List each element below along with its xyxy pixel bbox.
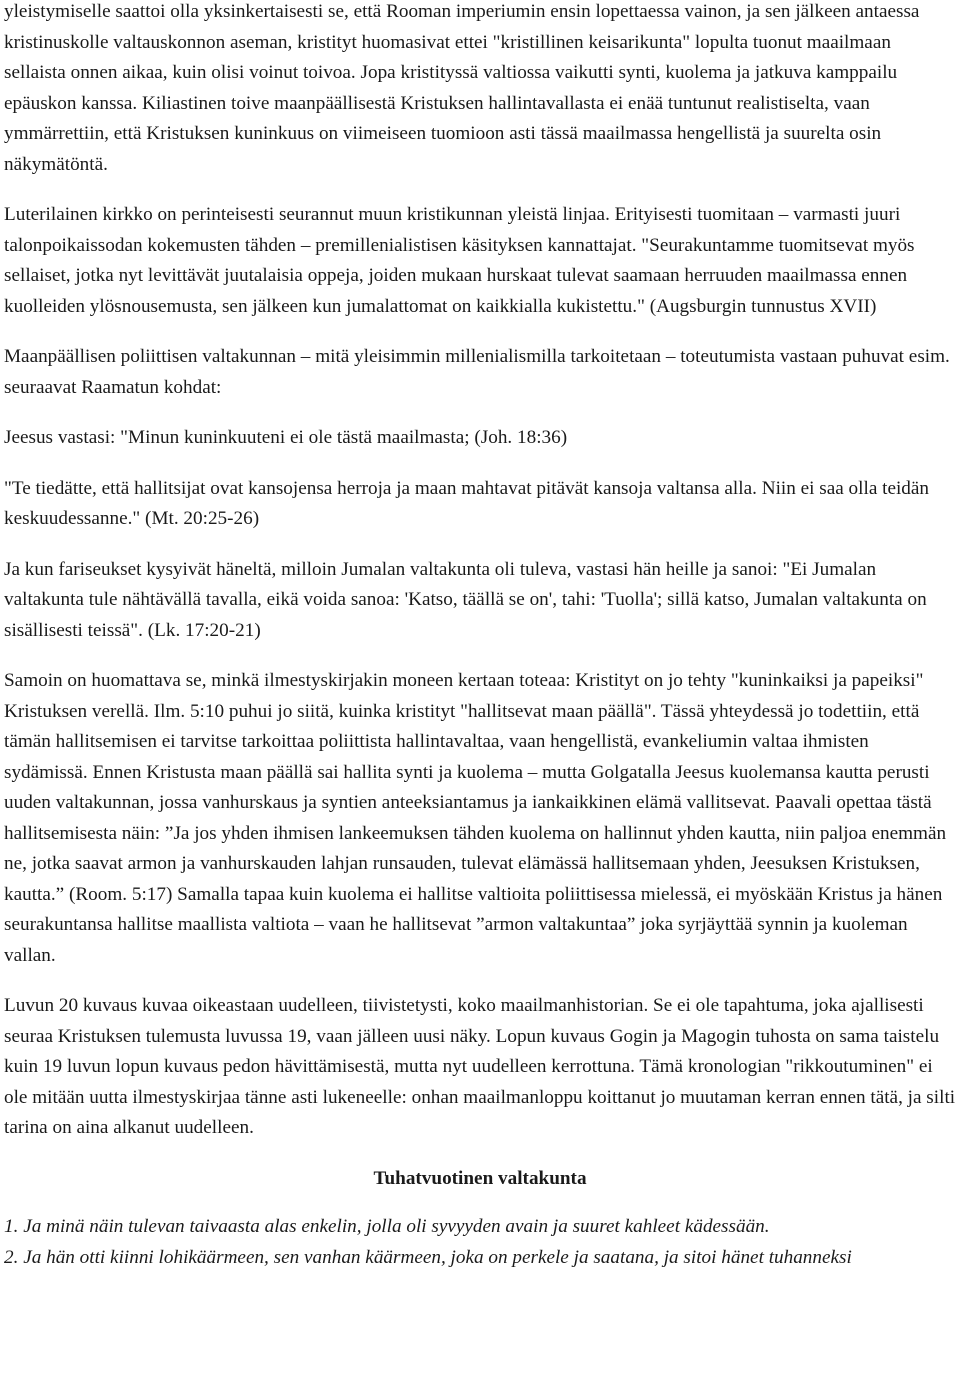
section-heading: Tuhatvuotinen valtakunta [373,1167,587,1189]
paragraph-bible-intro: Maanpäällisen poliittisen valtakunnan – mitä yleisimmin millenialismilla tarkoitetaan – toteutumista vastaan puhuvat esim. seuraavat Raamatun kohdat: [4,346,950,398]
quote-john: Jeesus vastasi: "Minun kuninkuuteni ei ole tästä maailmasta; (Joh. 18:36) [4,427,568,448]
paragraph-lutheran: Luterilainen kirkko on perinteisesti seurannut muun kristikunnan yleistä linjaa. Erityisesti tuomitaan – varmasti juuri talonpoikaissodan kokemusten tähden – premillenialistisen käsityksen kannattajat. "Seurakuntamme tuomitsevat myös sellaiset, jotka nyt levittävät juutalaisia oppeja, joiden mukaan hurskaat tulevat saamaan herruuden maailmassa ennen kuolleiden ylösnousemusta, sen jälkeen kun jumalattomat on kaikkialla kukistettu." (Augsburgin tunnustus XVII) [4,204,915,317]
paragraph-chapter-20: Luvun 20 kuvaus kuvaa oikeastaan uudelleen, tiivistetysti, koko maailmanhistorian. Se ei ole tapahtuma, joka ajallisesti seuraa Kristuksen tulemusta luvussa 19, vaan jälleen uusi näky. Lopun kuvaus Gogin ja Magogin tuhosta on sama taistelu kuin 19 luvun lopun kuvaus pedon hävittämisestä, mutta nyt uudelleen kerrottuna. Tämä kronologian "rikkoutuminen" ei ole mitään uutta ilmestyskirjaa tänne asti lukeneelle: onhan maailmanloppu koittanut jo muutaman kerran ennen tätä, ja silti tarina on aina alkanut uudelleen. [4,995,956,1138]
document-page [4,0,956,1273]
verse-2: 2. Ja hän otti kiinni lohikäärmeen, sen vanhan käärmeen, joka on perkele ja saatana, ja sitoi hänet tuhanneksi [4,1246,852,1268]
paragraph-intro: yleistymiselle saattoi olla yksinkertaisesti se, että Rooman imperiumin ensin lopettaessa vainon, ja sen jälkeen antaessa kristinuskolle valtauskonnon aseman, kristityt huomasivat ettei "kristillinen keisarikunta" lopulta tuonut maailmaan sellaista onnen aikaa, kuin olisi voinut toivoa. Jopa kristityssä valtiossa vaikutti synti, kuolema ja jatkuva kamppailu epäuskon kanssa. Kiliastinen toive maanpäällisestä Kristuksen hallintavallasta ei enää tuntunut realistiselta, vaan ymmärrettiin, että Kristuksen kuninkuus on viimeiseen tuomioon asti tässä maailmassa hengellistä ja suurelta osin näkymätöntä. [4,1,920,175]
paragraph-revelation: Samoin on huomattava se, minkä ilmestyskirjakin moneen kertaan toteaa: Kristityt on jo tehty "kuninkaiksi ja papeiksi" Kristuksen verellä. Ilm. 5:10 puhui jo siitä, kuinka kristityt "hallitsevat maan päällä". Tässä yhteydessä jo todettiin, että tämän hallitsemisen ei tarvitse tarkoittaa poliittista hallintavaltaa, vaan hengellistä, evankeliumin valtaa ihmisten sydämissä. Ennen Kristusta maan päällä sai hallita synti ja kuolema – mutta Golgatalla Jeesus kuolemansa kautta perusti uuden valtakunnan, jossa vanhurskaus ja syntien anteeksiantamus ja iankaikkinen elämä vallitsevat. Paavali opettaa tästä hallitsemisesta näin: ”Ja jos yhden ihmisen lankeemuksen tähden kuolema on hallinnut yhden kautta, niin paljoa enemmän ne, jotka saavat armon ja vanhurskauden lahjan runsauden, tulevat elämässä hallitsemaan yhden, Jeesuksen Kristuksen, kautta.” (Room. 5:17) Samalla tapaa kuin kuolema ei hallitse valtioita poliittisessa mielessä, ei myöskään Kristus ja hänen seurakuntansa hallitse maallista valtiota – vaan he hallitsevat ”armon valtakuntaa” joka syrjäyttää synnin ja kuoleman vallan. [4,670,947,966]
quote-luke: Ja kun fariseukset kysyivät häneltä, milloin Jumalan valtakunta oli tuleva, vastasi hän heille ja sanoi: "Ei Jumalan valtakunta tule nähtävällä tavalla, eikä voida sanoa: 'Katso, täällä se on', tahi: 'Tuolla'; sillä katso, Jumalan valtakunta on sisällisesti teissä". (Lk. 17:20-21) [4,558,927,641]
verse-1: 1. Ja minä näin tulevan taivaasta alas enkelin, jolla oli syvyyden avain ja suuret kahleet kädessään. [4,1216,770,1237]
quote-matthew: "Te tiedätte, että hallitsijat ovat kansojensa herroja ja maan mahtavat pitävät kansoja valtansa alla. Niin ei saa olla teidän keskuudessanne." (Mt. 20:25-26) [4,477,930,529]
